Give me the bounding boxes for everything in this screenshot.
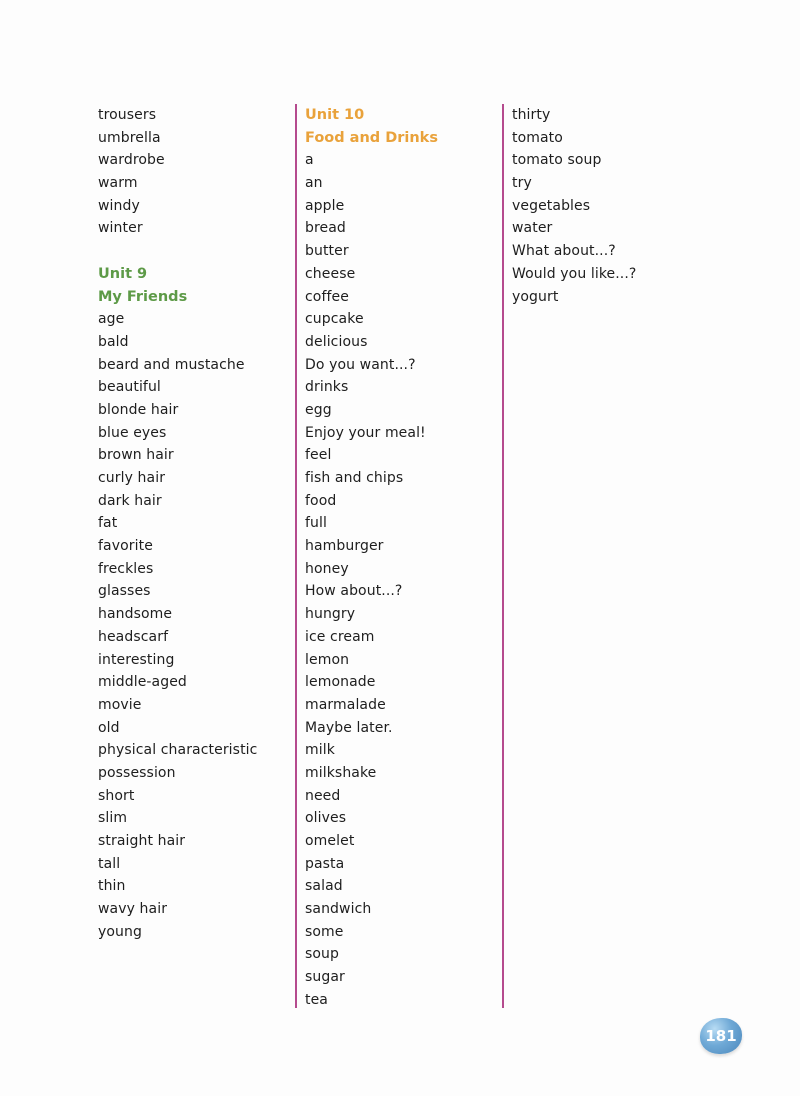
vocab-word: milk bbox=[305, 742, 335, 759]
vocab-word: warm bbox=[98, 175, 138, 192]
vocab-word: coffee bbox=[305, 288, 349, 305]
vocab-word: short bbox=[98, 787, 135, 804]
vocab-word: umbrella bbox=[98, 129, 161, 146]
vocab-word: interesting bbox=[98, 651, 175, 668]
vocab-word: sugar bbox=[305, 969, 345, 986]
vocab-word: tea bbox=[305, 991, 328, 1008]
vocab-word: young bbox=[98, 923, 142, 940]
vocab-word: bread bbox=[305, 220, 346, 237]
vocab-word: hungry bbox=[305, 606, 356, 623]
vocab-word: milkshake bbox=[305, 764, 377, 781]
vocab-word: delicious bbox=[305, 333, 368, 350]
vocab-word: omelet bbox=[305, 833, 355, 849]
vocab-word: What about...? bbox=[512, 243, 616, 260]
vocab-word: wavy hair bbox=[98, 901, 168, 918]
word-list-top bbox=[98, 104, 288, 240]
vocab-word: curly hair bbox=[98, 470, 166, 486]
vocab-word: movie bbox=[98, 696, 142, 713]
word-column-2 bbox=[305, 104, 495, 1012]
vocab-word: marmalade bbox=[305, 696, 386, 713]
vocab-word: fish and chips bbox=[305, 470, 404, 486]
vocab-word: need bbox=[305, 787, 341, 804]
vocab-word: salad bbox=[305, 878, 343, 895]
vocab-word: an bbox=[305, 175, 323, 192]
unit9-label: Unit 9 bbox=[98, 265, 148, 282]
vocab-word: tall bbox=[98, 855, 121, 872]
vocab-word: pasta bbox=[305, 855, 345, 872]
vocab-word: honey bbox=[305, 560, 349, 577]
vocab-word: winter bbox=[98, 220, 143, 237]
vocab-word: butter bbox=[305, 243, 349, 260]
word-column-3 bbox=[512, 104, 712, 308]
vocab-word: feel bbox=[305, 447, 332, 464]
vocab-word: Maybe later. bbox=[305, 719, 393, 736]
vocab-word: wardrobe bbox=[98, 152, 165, 169]
vocab-word: water bbox=[512, 220, 553, 237]
vocab-word: Do you want...? bbox=[305, 356, 416, 373]
vocab-word: straight hair bbox=[98, 833, 186, 849]
column-divider-right bbox=[502, 104, 504, 1008]
vocab-word: trousers bbox=[98, 107, 157, 123]
vocab-word: hamburger bbox=[305, 538, 384, 555]
vocab-word: How about...? bbox=[305, 583, 403, 600]
vocab-word: full bbox=[305, 515, 327, 532]
vocab-word: freckles bbox=[98, 560, 154, 577]
vocab-word: thirty bbox=[512, 107, 551, 123]
unit10-word-list bbox=[305, 149, 495, 1011]
vocab-word: Would you like...? bbox=[512, 265, 637, 282]
vocab-word: old bbox=[98, 719, 120, 736]
unit9-word-list bbox=[98, 308, 288, 943]
vocab-word: drinks bbox=[305, 379, 349, 396]
vocab-word: Enjoy your meal! bbox=[305, 424, 426, 441]
vocab-word: cheese bbox=[305, 265, 356, 282]
vocab-word: blonde hair bbox=[98, 401, 179, 418]
vocab-word: soup bbox=[305, 946, 340, 963]
vocab-word: slim bbox=[98, 810, 128, 827]
section-gap bbox=[98, 240, 288, 263]
vocab-word: bald bbox=[98, 333, 129, 350]
unit10-label: Unit 10 bbox=[305, 107, 365, 123]
vocab-word: headscarf bbox=[98, 628, 169, 645]
vocab-word: middle-aged bbox=[98, 674, 187, 691]
word-column-1 bbox=[98, 104, 288, 943]
vocab-word: sandwich bbox=[305, 901, 372, 918]
vocab-word: physical characteristic bbox=[98, 742, 258, 759]
vocab-word: handsome bbox=[98, 606, 173, 623]
vocab-word: try bbox=[512, 175, 532, 192]
vocab-word: possession bbox=[98, 764, 176, 781]
vocab-word: blue eyes bbox=[98, 424, 167, 441]
vocab-word: beautiful bbox=[98, 379, 161, 396]
vocab-word: a bbox=[305, 152, 314, 169]
vocab-word: tomato bbox=[512, 129, 563, 146]
vocab-word: vegetables bbox=[512, 197, 591, 214]
unit10-title: Food and Drinks bbox=[305, 129, 438, 146]
vocab-word: lemonade bbox=[305, 674, 376, 691]
vocab-word: ice cream bbox=[305, 628, 375, 645]
vocab-word: tomato soup bbox=[512, 152, 602, 169]
vocab-word: food bbox=[305, 492, 337, 509]
page-number-badge bbox=[700, 1018, 742, 1054]
vocab-word: cupcake bbox=[305, 311, 364, 328]
vocab-word: apple bbox=[305, 197, 345, 214]
page-number: 181 bbox=[705, 1027, 737, 1045]
vocab-word: egg bbox=[305, 401, 332, 418]
vocab-word: glasses bbox=[98, 583, 151, 600]
vocab-word: olives bbox=[305, 810, 347, 827]
vocab-word: fat bbox=[98, 515, 118, 532]
vocab-word: thin bbox=[98, 878, 126, 895]
vocab-word: some bbox=[305, 923, 344, 940]
vocab-word: brown hair bbox=[98, 447, 174, 464]
vocab-word: favorite bbox=[98, 538, 153, 555]
vocab-word: windy bbox=[98, 197, 140, 214]
vocab-word: beard and mustache bbox=[98, 356, 245, 373]
unit10-word-list-continued bbox=[512, 104, 712, 308]
vocab-word: age bbox=[98, 311, 125, 328]
vocab-word: lemon bbox=[305, 651, 350, 668]
vocab-word: dark hair bbox=[98, 492, 162, 509]
vocab-word: yogurt bbox=[512, 288, 559, 305]
column-divider-left bbox=[295, 104, 297, 1008]
unit9-title: My Friends bbox=[98, 288, 188, 305]
